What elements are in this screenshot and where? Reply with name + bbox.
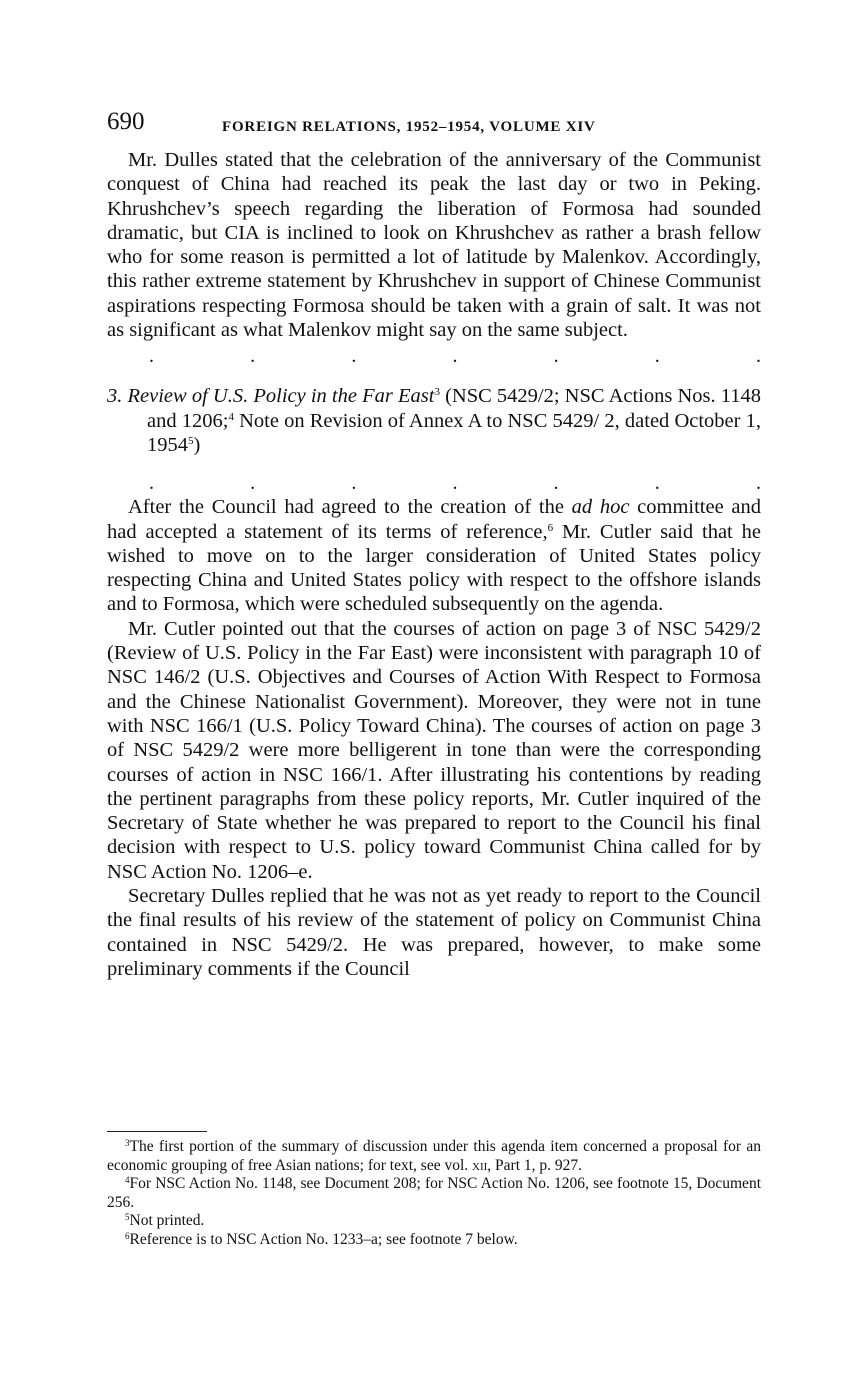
- footnote-ref-5: 5: [188, 434, 194, 447]
- ellipsis-dot: .: [452, 472, 458, 495]
- footnote-divider: [107, 1131, 207, 1132]
- footnote-ref-4: 4: [228, 410, 234, 423]
- footnote-number: 5: [125, 1212, 130, 1222]
- ellipsis-dot: .: [351, 345, 357, 368]
- ellipsis-dot: .: [755, 345, 761, 368]
- ellipsis-dot: .: [250, 472, 256, 495]
- footnote-text: Not printed.: [129, 1212, 205, 1229]
- ellipsis-dot: .: [149, 345, 154, 368]
- paragraph-text: committee and had accepted a statement of its terms of reference,: [107, 496, 761, 543]
- footnote-text: Reference is to NSC Action No. 1233–a; see footnote 7 below.: [129, 1230, 518, 1248]
- footnote-number: 4: [125, 1175, 130, 1185]
- footnote-6: [107, 1231, 761, 1250]
- item-number: 3.: [107, 385, 123, 408]
- ad-hoc-italic: ad hoc: [571, 496, 630, 519]
- paragraph-cutler-courses: Mr. Cutler pointed out that the courses of action on page 3 of NSC 5429/2 (Review of U.S. Policy in the Far East) were inconsistent with paragraph 10 of NSC 146/2 (U.S. Objectives and Courses of Action With Respect to Formosa and the Chinese Nationalist Government). Moreover, they were not in tune with NSC 166/1 (U.S. Policy Toward China). The courses of action on page 3 of NSC 5429/2 were more belligerent in tone than were the corresponding courses of action in NSC 166/1. After illustrating his contentions by reading the pertinent paragraphs from these policy reports, Mr. Cutler inquired of the Secretary of State whether he was prepared to report to the Council his final decision with respect to U.S. policy toward Communist China called for by NSC Action No. 1206–e.: [107, 617, 761, 883]
- ellipsis-row: [149, 344, 761, 368]
- ellipsis-dot: .: [452, 345, 458, 368]
- footnote-3: [107, 1138, 761, 1175]
- footnotes: [107, 1138, 761, 1249]
- paragraph-text: After the Council had agreed to the creation of the: [128, 496, 572, 519]
- ellipsis-dot: .: [553, 472, 559, 495]
- agenda-item-3: [107, 384, 761, 457]
- ellipsis-row: [149, 471, 761, 495]
- item-title: Review of U.S. Policy in the Far East: [127, 385, 435, 408]
- ellipsis-dot: .: [351, 472, 357, 495]
- item-text: ): [193, 433, 201, 456]
- paragraph-ad-hoc-committee: [107, 495, 761, 616]
- document-page: [107, 108, 761, 981]
- footnote-text: , Part 1, p. 927.: [487, 1156, 583, 1174]
- footnote-ref-3: 3: [434, 386, 440, 399]
- ellipsis-dot: .: [654, 472, 660, 495]
- footnote-5: [107, 1212, 761, 1231]
- footnote-number: 3: [125, 1138, 130, 1148]
- paragraph-dulles-reply: Secretary Dulles replied that he was not as yet ready to report to the Council the final results of his review of the statement of policy on Communist China contained in NSC 5429/2. He was prepared, however, to make some preliminary comments if the Council: [107, 885, 761, 980]
- item-text: Note on Revision of Annex A to NSC 5429/ 2, dated October 1, 1954: [147, 409, 761, 456]
- footnote-text: The first portion of the summary of discussion under this agenda item concerned a proposal for an economic grouping of free Asian nations; for text, see vol.: [107, 1138, 761, 1174]
- item-text: (NSC 5429/2; NSC Actions Nos. 1148 and 1206;: [147, 385, 762, 432]
- ellipsis-dot: .: [553, 345, 559, 368]
- running-title: FOREIGN RELATIONS, 1952–1954, VOLUME XIV: [222, 119, 596, 135]
- ellipsis-dot: .: [654, 345, 660, 368]
- running-head: [107, 108, 761, 148]
- footnote-volume: xii: [472, 1156, 488, 1174]
- footnote-number: 6: [125, 1230, 130, 1241]
- footnote-text: For NSC Action No. 1148, see Document 208; for NSC Action No. 1206, see footnote 15, Document 256.: [107, 1175, 761, 1211]
- footnote-4: [107, 1175, 761, 1212]
- footnote-ref-6: 6: [547, 521, 554, 534]
- paragraph-dulles-anniversary: Mr. Dulles stated that the celebration of the anniversary of the Communist conquest of China had reached its peak the last day or two in Peking. Khrushchev’s speech regarding the liberation of Formosa had sounded dramatic, but CIA is inclined to look on Khrushchev as rather a brash fellow who for some reason is permitted a lot of latitude by Malenkov. Accordingly, this rather extreme statement by Khrushchev in support of Chinese Communist aspirations respecting Formosa should be taken with a grain of salt. It was not as significant as what Malenkov might say on the same subject.: [107, 149, 761, 342]
- ellipsis-dot: .: [755, 472, 761, 495]
- page-number: 690: [107, 108, 145, 135]
- ellipsis-dot: .: [250, 345, 256, 368]
- paragraph-text: Mr. Cutler said that he wished to move on to the larger consideration of United States policy respecting China and United States policy with respect to the offshore islands and to Formosa, which were scheduled subsequently on the agenda.: [107, 520, 761, 616]
- ellipsis-dot: .: [149, 472, 154, 495]
